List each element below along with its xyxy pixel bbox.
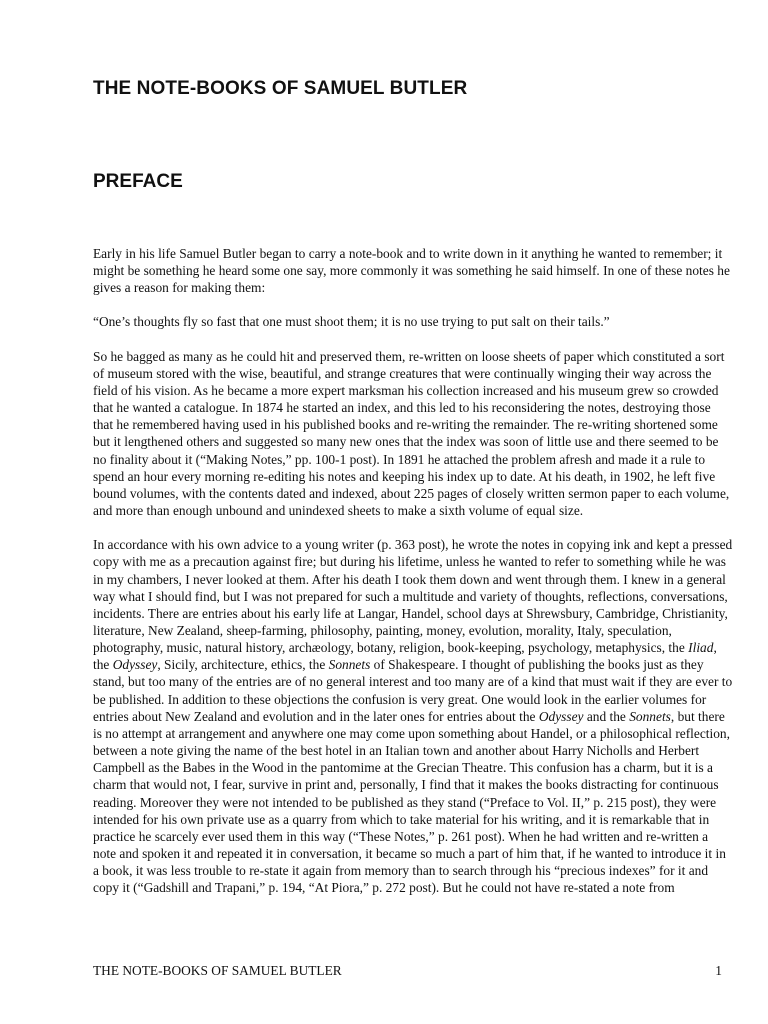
italic-odyssey: Odyssey [538,708,584,724]
section-title-preface: PREFACE [93,171,183,192]
paragraph-3-text: and the [583,708,630,724]
italic-sonnets: Sonnets [328,657,371,673]
paragraph-3-text: , the [93,640,717,673]
document-title: THE NOTE-BOOKS OF SAMUEL BUTLER [93,78,468,99]
italic-odyssey: Odyssey [112,657,158,673]
paragraph-3-text: of Shakespeare. I thought of publishing the books just as they stand, but too many of the entries are of no general interest and too many are of a kind that must wait if they are ever to be published. In addition to these objections the confusion is very great. One would look in the earlier volumes for entries about New Zealand and evolution and in the later ones for entries about the [93,657,733,724]
paragraph-2: So he bagged as many as he could hit and preserved them, re-written on loose sheets of paper which constituted a sort of museum stored with the wise, beautiful, and strange creatures that were continually winging their way across the field of his vision. As he became a more expert marksman his collection increased and his museum grew so crowded that he wanted a catalogue. In 1874 he started an index, and this led to his reconsidering the notes, destroying those that he remembered having used in his published books and re-writing the remainder. The re-writing shortened some but it lengthened others and suggested so many new ones that the index was soon of little use and there seemed to be no finality about it (“Making Notes,” pp. 100-1 post). In 1891 he attached the problem afresh and made it a rule to spend an hour every morning re-editing his notes and keeping his index up to date. At his death, in 1902, he left five bound volumes, with the contents dated and indexed, about 225 pages of closely written sermon paper to each volume, and more than enough unbound and unindexed sheets to make a sixth volume of equal size. [93,348,730,519]
italic-iliad: Iliad [688,640,714,656]
body-text [93,245,733,913]
paragraph-3 [93,536,733,896]
italic-sonnets: Sonnets [629,708,671,724]
page-footer [93,963,722,979]
paragraph-3-text: , but there is no attempt at arrangement and anywhere one may come upon something about Handel, or a philosophical reflection, between a note giving the name of the best hotel in an Italian town and another about Harry Nicholls and Herbert Campbell as the Babes in the Wood in the pantomime at the Grecian Theatre. This confusion has a charm, but it is a charm that would not, I fear, survive in print and, personally, I find that it makes the books distracting for continuous reading. Moreover they were not intended to be published as they stand (“Preface to Vol. II,” p. 215 post), they were intended for his own private use as a quarry from which to take material for his writing, and it is remarkable that in practice he scarcely ever used them in this way (“These Notes,” p. 261 post). When he had written and re-written a note and spoken it and repeated it in conversation, it became so much a part of him that, if he wanted to introduce it in a book, it was less trouble to re-state it again from memory than to search through his “precious indexes” for it and copy it (“Gadshill and Trapani,” p. 194, “At Piora,” p. 272 post). But he could not have re-stated a note from [93,708,730,896]
paragraph-3-text: , Sicily, architecture, ethics, the [157,657,329,673]
quote-paragraph: “One’s thoughts fly so fast that one must shoot them; it is no use trying to put salt on their tails.” [93,314,610,330]
footer-running-title: THE NOTE-BOOKS OF SAMUEL BUTLER [93,963,342,978]
paragraph-3-text: In accordance with his own advice to a young writer (p. 363 post), he wrote the notes in copying ink and kept a pressed copy with me as a precaution against fire; but during his lifetime, unless he wanted to refer to something while he was in my chambers, I never looked at them. After his death I took them down and went through them. I knew in a general way what I should find, but I was not prepared for such a multitude and variety of thoughts, reflections, conversations, incidents. There are entries about his early life at Langar, Handel, school days at Shrewsbury, Cambridge, Christianity, literature, New Zealand, sheep-farming, philosophy, painting, money, evolution, morality, Italy, speculation, photography, music, natural history, archæology, botany, religion, book-keeping, psychology, metaphysics, the [93,537,733,656]
footer-page-number: 1 [715,963,722,978]
paragraph-1: Early in his life Samuel Butler began to carry a note-book and to write down in it anything he wanted to remember; it might be something he heard some one say, more commonly it was something he said himself. In one of these notes he gives a reason for making them: [93,246,730,296]
